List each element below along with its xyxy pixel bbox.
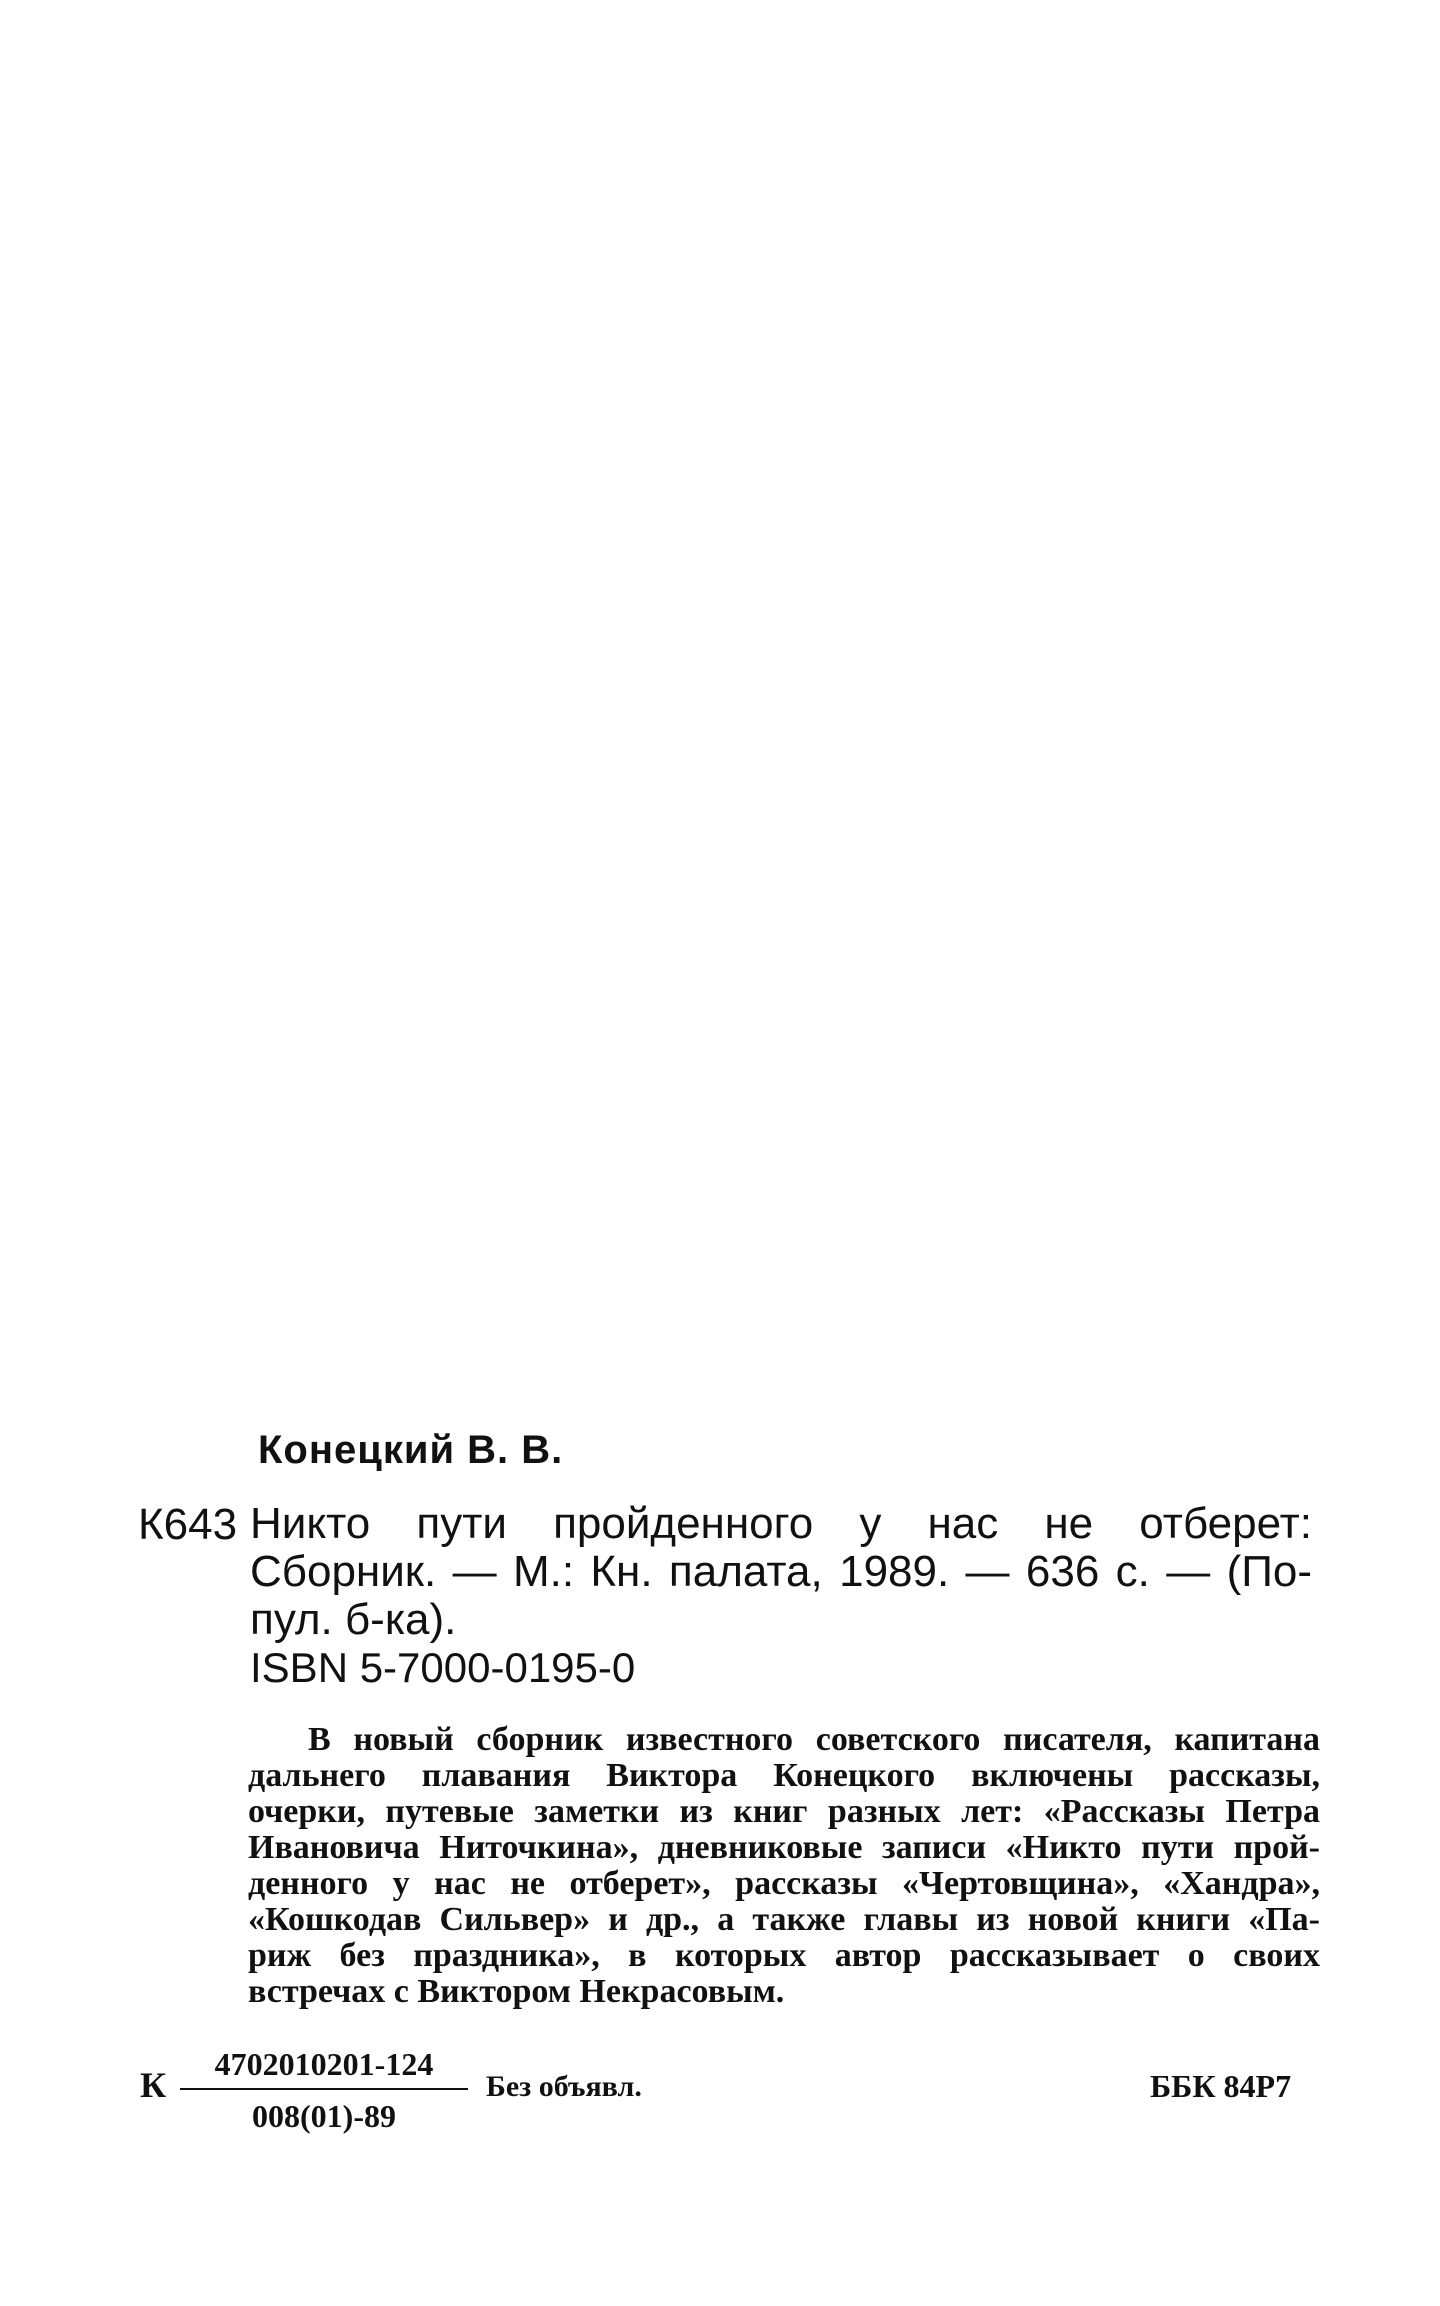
annotation-line: денного у нас не отберет», рассказы «Чертовщина», «Хандра», bbox=[248, 1865, 1320, 1902]
annotation bbox=[248, 1722, 1320, 2010]
annotation-line: «Кошкодав Сильвер» и др., а также главы из новой книги «Па- bbox=[248, 1901, 1320, 1938]
publication-index-fraction bbox=[180, 2044, 468, 2136]
bbk-code: ББК 84Р7 bbox=[1150, 2068, 1292, 2104]
annotation-line: встречах с Виктором Некрасовым. bbox=[248, 1973, 785, 2010]
catalog-index: К643 bbox=[138, 1500, 238, 1549]
publication-index-letter: К bbox=[140, 2065, 167, 2105]
price-note: Без объявл. bbox=[486, 2070, 642, 2103]
annotation-line: Ивановича Ниточкина», дневниковые записи «Никто пути прой- bbox=[248, 1829, 1320, 1866]
biblio-line: Никто пути пройденного у нас не отберет: bbox=[250, 1499, 1312, 1548]
author-name: Конецкий В. В. bbox=[258, 1428, 564, 1472]
annotation-line: риж без праздника», в которых автор рассказывает о своих bbox=[248, 1937, 1320, 1974]
biblio-line: пул. б-ка). bbox=[250, 1595, 457, 1644]
annotation-line: очерки, путевые заметки из книг разных лет: «Рассказы Петра bbox=[248, 1793, 1320, 1830]
annotation-line: дальнего плавания Виктора Конецкого включены рассказы, bbox=[248, 1757, 1320, 1794]
fraction-numerator: 4702010201-124 bbox=[180, 2044, 468, 2090]
annotation-line: В новый сборник известного советского писателя, капитана bbox=[308, 1721, 1320, 1758]
biblio-line: Сборник. — М.: Кн. палата, 1989. — 636 с. — (По- bbox=[250, 1547, 1312, 1596]
isbn: ISBN 5-7000-0195-0 bbox=[250, 1644, 636, 1691]
fraction-denominator: 008(01)-89 bbox=[252, 2098, 396, 2134]
bibliographic-description bbox=[250, 1500, 1312, 1644]
